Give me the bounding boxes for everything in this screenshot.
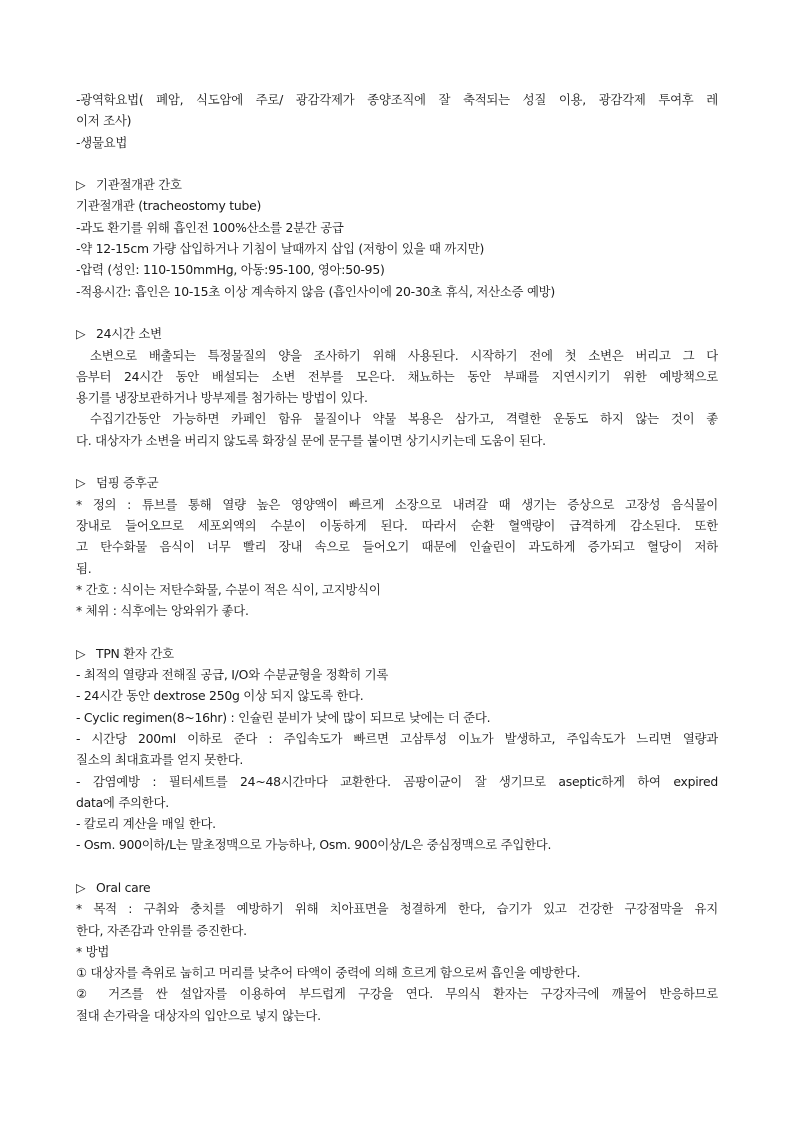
dumping-definition-line: 고 탄수화물 음식이 너무 빨리 장내 속으로 들어오기 때문에 인슐린이 과도하게 증가되고 혈당이 저하 — [76, 539, 718, 555]
heading-text: 덤핑 증후군 — [96, 475, 159, 491]
urine24-paragraph-line: 음부터 24시간 동안 배설되는 소변 전부를 모은다. 채뇨하는 동안 부패를 지연시키기 위한 예방책으로 — [76, 368, 718, 384]
heading-text: 24시간 소변 — [96, 326, 162, 342]
tpn-line: - 24시간 동안 dextrose 250g 이상 되지 않도록 한다. — [76, 688, 364, 704]
oral-care-purpose-line: 한다, 자존감과 안위를 증진한다. — [76, 922, 247, 938]
tpn-line: - Cyclic regimen(8~16hr) : 인슐린 분비가 낮에 많이 되므로 낮에는 더 준다. — [76, 709, 491, 725]
triangle-marker-icon: ▷ — [76, 645, 86, 661]
dumping-care-line: * 간호 : 식이는 저탄수화물, 수분이 적은 식이, 고지방식이 — [76, 581, 381, 597]
oral-care-method-step: 절대 손가락을 대상자의 입안으로 넣지 않는다. — [76, 1007, 321, 1023]
oral-care-heading — [76, 877, 718, 898]
tpn-line: 질소의 최대효과를 얻지 못한다. — [76, 752, 244, 768]
tpn-heading — [76, 643, 718, 664]
triangle-marker-icon: ▷ — [76, 879, 86, 895]
oral-care-purpose-line: * 목적 : 구취와 충치를 예방하기 위해 치아표면을 청결하게 한다, 습기가 있고 건강한 구강점막을 유지 — [76, 901, 718, 917]
tpn-line: - 칼로리 계산을 매일 한다. — [76, 816, 216, 832]
tracheostomy-line: 기관절개관 (tracheostomy tube) — [76, 198, 262, 214]
photodynamic-line-2: 이저 조사) — [76, 113, 132, 129]
biotherapy-line: -생물요법 — [76, 134, 128, 150]
dumping-definition-line: 됨. — [76, 560, 92, 576]
urine24-heading — [76, 323, 718, 344]
dumping-heading — [76, 472, 718, 493]
urine24-paragraph-line: 소변으로 배출되는 특정물질의 양을 조사하기 위해 사용된다. 시작하기 전에 첫 소변은 버리고 그 다 — [90, 347, 718, 363]
dumping-definition-line: 장내로 들어오므로 세포외액의 수분이 이동하게 된다. 따라서 순환 혈액량이 급격하게 감소된다. 또한 — [76, 517, 718, 533]
urine24-paragraph-line: 용기를 냉장보관하거나 방부제를 첨가하는 방법이 있다. — [76, 390, 368, 406]
dumping-definition-line: * 정의 : 튜브를 통해 열량 높은 영양액이 빠르게 소장으로 내려갈 때 생기는 증상으로 고장성 음식물이 — [76, 496, 718, 512]
tpn-line: - 최적의 열량과 전해질 공급, I/O와 수분균형을 정확히 기록 — [76, 667, 389, 683]
photodynamic-line-1: -광역학요법( 폐암, 식도암에 주로/ 광감각제가 종양조직에 잘 축적되는 성질 이용, 광감각제 투여후 레 — [76, 92, 718, 107]
tpn-line: - Osm. 900이하/L는 말초정맥으로 가능하나, Osm. 900이상/L은 중심정맥으로 주입한다. — [76, 837, 552, 853]
triangle-marker-icon: ▷ — [76, 475, 86, 491]
heading-text: TPN 환자 간호 — [96, 645, 174, 661]
urine24-paragraph-line: 다. 대상자가 소변을 버리지 않도록 화장실 문에 문구를 붙이면 상기시키는데 도움이 된다. — [76, 432, 546, 448]
triangle-marker-icon: ▷ — [76, 326, 86, 342]
document-page — [76, 89, 718, 1026]
tracheostomy-heading — [76, 174, 718, 195]
tracheostomy-line: -과도 환기를 위해 흡인전 100%산소를 2분간 공급 — [76, 219, 344, 235]
tpn-line: - 감염예방 : 필터세트를 24~48시간마다 교환한다. 곰팡이균이 잘 생기므로 aseptic하게 하여 expired — [76, 773, 718, 789]
heading-text: 기관절개관 간호 — [96, 177, 182, 193]
oral-care-method-step: ① 대상자를 측위로 눕히고 머리를 낮추어 타액이 중력에 의해 흐르게 함으로써 흡인을 예방한다. — [76, 965, 581, 981]
tracheostomy-line: -적용시간: 흡인은 10-15초 이상 계속하지 않음 (흡인사이에 20-30초 휴식, 저산소증 예방) — [76, 283, 555, 299]
oral-care-method-step: ② 거즈를 싼 설압자를 이용하여 부드럽게 구강을 연다. 무의식 환자는 구강자극에 깨물어 반응하므로 — [76, 986, 718, 1002]
tpn-line: - 시간당 200ml 이하로 준다 : 주입속도가 빠르면 고삼투성 이뇨가 발생하고, 주입속도가 느리면 열량과 — [76, 730, 718, 746]
triangle-marker-icon: ▷ — [76, 177, 86, 193]
tracheostomy-line: -약 12-15cm 가량 삽입하거나 기침이 날때까지 삽입 (저항이 있을 때 까지만) — [76, 241, 485, 257]
oral-care-method-label: * 방법 — [76, 943, 110, 959]
tracheostomy-line: -압력 (성인: 110-150mmHg, 아동:95-100, 영아:50-95) — [76, 262, 385, 278]
dumping-position-line: * 체위 : 식후에는 앙와위가 좋다. — [76, 603, 249, 619]
tpn-line: data에 주의한다. — [76, 794, 169, 810]
urine24-paragraph-line: 수집기간동안 가능하면 카페인 함유 물질이나 약물 복용은 삼가고, 격렬한 운동도 하지 않는 것이 좋 — [90, 411, 718, 427]
heading-text: Oral care — [96, 879, 151, 895]
